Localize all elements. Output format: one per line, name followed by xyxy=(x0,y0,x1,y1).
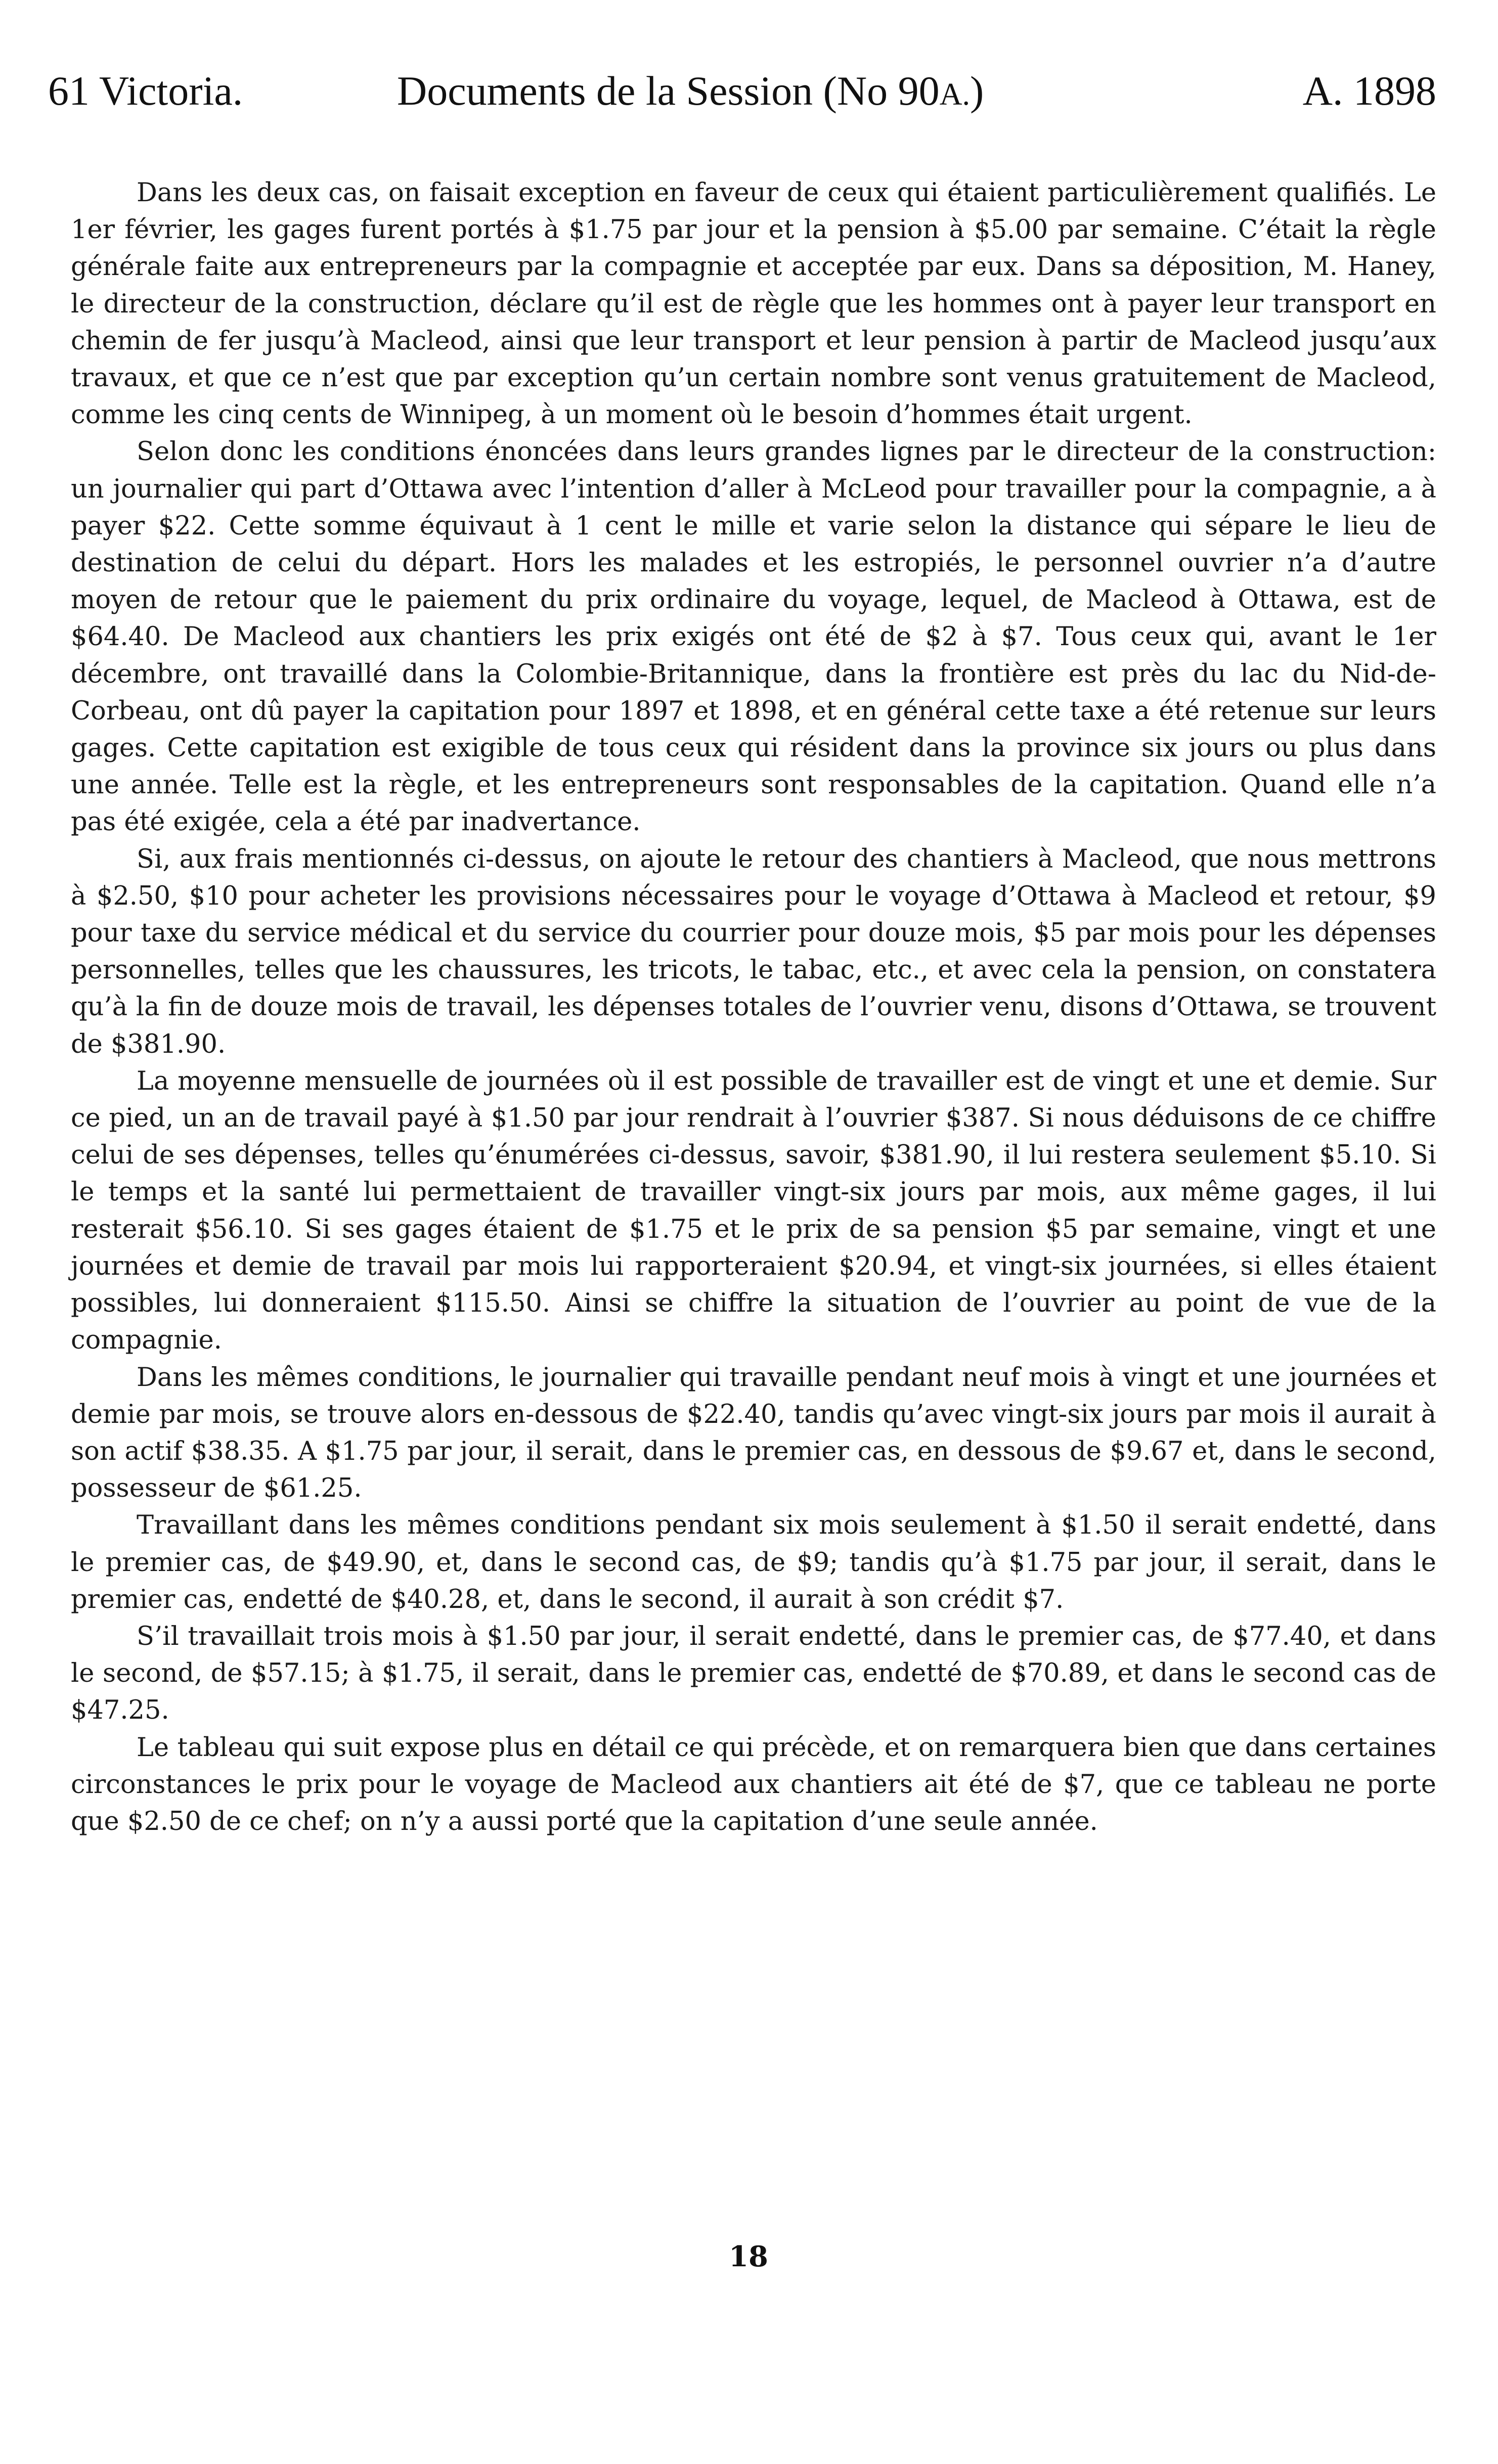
paragraph-7: S’il travaillait trois mois à $1.50 par jour, il serait endetté, dans le premier cas, de $77.40, et dans le second, de $57.15; à $1.75, il serait, dans le premier cas, endetté de $70.89, et dans le second cas de $47.25. xyxy=(71,1621,1436,1726)
header-title-suffix: A. xyxy=(939,77,970,112)
paragraph-1: Dans les deux cas, on faisait exception en faveur de ceux qui étaient particulièrement qualifiés. Le 1er février, les gages furent portés à $1.75 par jour et la pension à $5.00 par semaine. C’était la règle générale faite aux entrepreneurs par la compagnie et acceptée par eux. Dans sa déposition, M. Haney, le directeur de la construction, déclare qu’il est de règle que les hommes ont à payer leur transport en chemin de fer jusqu’à Macleod, ainsi que leur transport et leur pension à partir de Macleod jusqu’aux travaux, et que ce n’est que par exception qu’un certain nombre sont venus gratuitement de Macleod, comme les cinq cents de Winnipeg, à un moment où le besoin d’hommes était urgent. xyxy=(71,178,1436,430)
header-title-main: Documents de la Session (No 90 xyxy=(397,68,940,114)
paragraph-8: Le tableau qui suit expose plus en détail ce qui précède, et on remarquera bien que dans certaines circonstances le prix pour le voyage de Macleod aux chantiers ait été de $7, que ce tableau ne porte que $2.50 de ce chef; on n’y a aussi porté que la capitation d’une seule année. xyxy=(71,1732,1436,1836)
paragraph-5: Dans les mêmes conditions, le journalier qui travaille pendant neuf mois à vingt et une journées et demie par mois, se trouve alors en-dessous de $22.40, tandis qu’avec vingt-six jours par mois il aurait à son actif $38.35. A $1.75 par jour, il serait, dans le premier cas, en dessous de $9.67 et, dans le second, possesseur de $61.25. xyxy=(71,1362,1436,1504)
paragraph-4: La moyenne mensuelle de journées où il est possible de travailler est de vingt et une et demie. Sur ce pied, un an de travail payé à $1.50 par jour rendrait à l’ouvrier $387. Si nous déduisons de ce chiffre celui de ses dépenses, telles qu’énumérées ci-dessus, savoir, $381.90, il lui restera seulement $5.10. Si le temps et la santé lui permettaient de travailler vingt-six jours par mois, aux même gages, il lui resterait $56.10. Si ses gages étaient de $1.75 et le prix de sa pension $5 par semaine, vingt et une journées et demie de travail par mois lui rapporteraient $20.94, et vingt-six journées, si elles étaient possibles, lui donneraient $115.50. Ainsi se chiffre la situation de l’ouvrier au point de vue de la compagnie. xyxy=(71,1066,1436,1356)
paragraph-3: Si, aux frais mentionnés ci-dessus, on ajoute le retour des chantiers à Macleod, que nous mettrons à $2.50, $10 pour acheter les provisions nécessaires pour le voyage d’Ottawa à Macleod et retour, $9 pour taxe du service médical et du service du courrier pour douze mois, $5 par mois pour les dépenses personnelles, telles que les chaussures, les tricots, le tabac, etc., et avec cela la pension, on constatera qu’à la fin de douze mois de travail, les dépenses totales de l’ouvrier venu, disons d’Ottawa, se trouvent de $381.90. xyxy=(71,844,1436,1059)
header-title-close: ) xyxy=(970,68,984,114)
paragraph-2: Selon donc les conditions énoncées dans leurs grandes lignes par le directeur de la construction: un journalier qui part d’Ottawa avec l’intention d’aller à McLeod pour travailler pour la compagnie, a à payer $22. Cette somme équivaut à 1 cent le mille et varie selon la distance qui sépare le lieu de destination de celui du départ. Hors les malades et les estropiés, le personnel ouvrier n’a d’autre moyen de retour que le paiement du prix ordinaire du voyage, lequel, de Macleod à Ottawa, est de $64.40. De Macleod aux chantiers les prix exigés ont été de $2 à $7. Tous ceux qui, avant le 1er décembre, ont travaillé dans la Colombie-Britannique, dans la frontière est près du lac du Nid-de-Corbeau, ont dû payer la capitation pour 1897 et 1898, et en général cette taxe a été retenue sur leurs gages. Cette capitation est exigible de tous ceux qui résident dans la province six jours ou plus dans une année. Telle est la règle, et les entrepreneurs sont responsables de la capitation. Quand elle n’a pas été exigée, cela a été par inadvertance. xyxy=(71,437,1436,837)
running-header xyxy=(48,63,1436,119)
body-text xyxy=(71,174,1436,1840)
header-volume: 61 Victoria. xyxy=(48,68,243,114)
page-number: 18 xyxy=(729,2240,768,2273)
header-title xyxy=(397,63,984,122)
header-year: A. 1898 xyxy=(1302,68,1436,114)
paragraph-6: Travaillant dans les mêmes conditions pendant six mois seulement à $1.50 il serait endetté, dans le premier cas, de $49.90, et, dans le second cas, de $9; tandis qu’à $1.75 par jour, il serait, dans le premier cas, endetté de $40.28, et, dans le second, il aurait à son crédit $7. xyxy=(71,1510,1436,1615)
